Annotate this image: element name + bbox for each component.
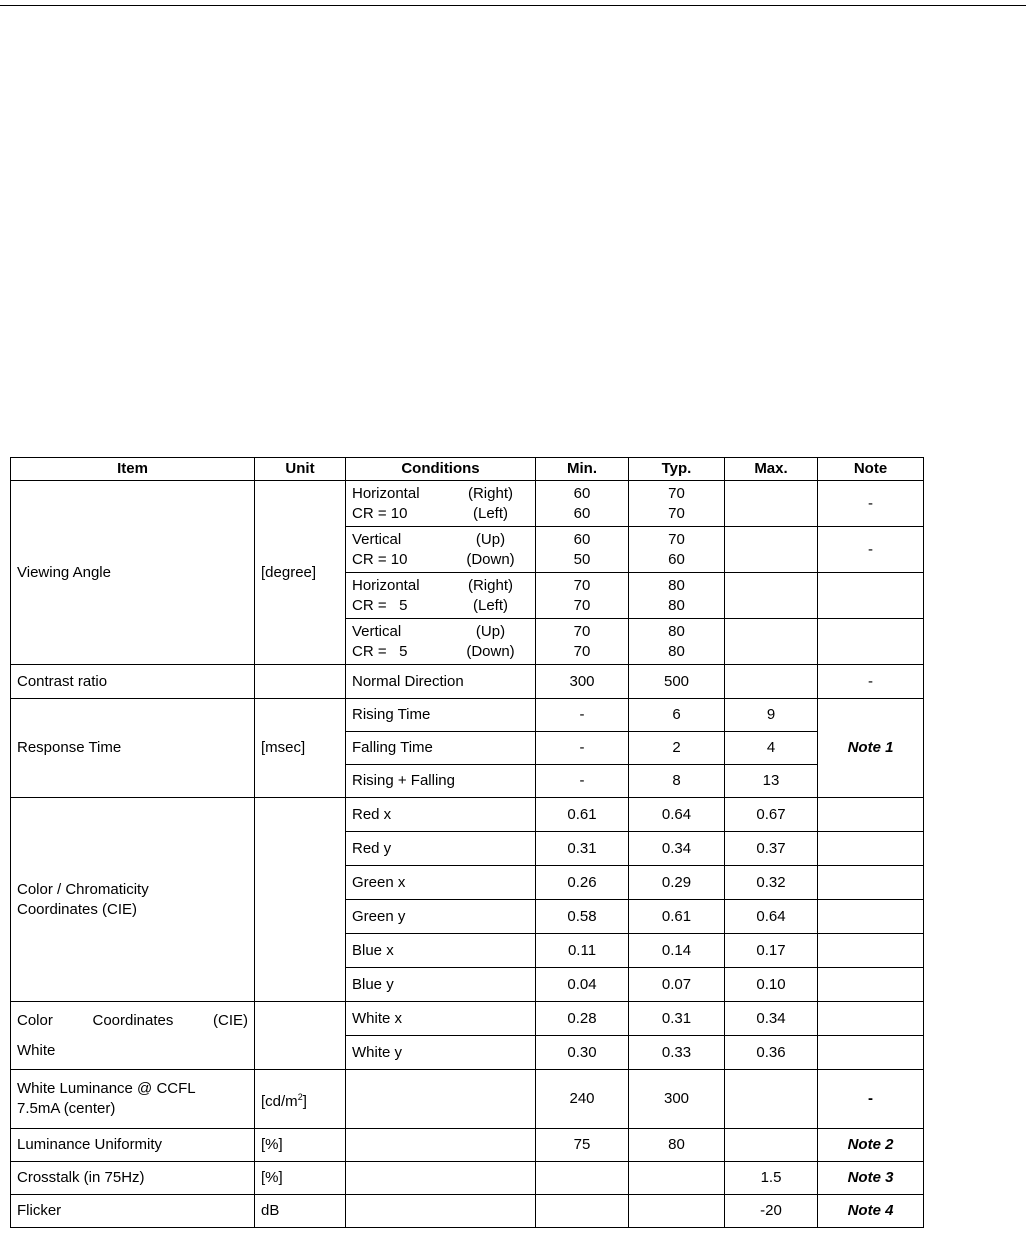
typ-cell: 2: [629, 732, 725, 765]
note-1: Note 1: [818, 699, 924, 798]
table-row: [11, 1070, 924, 1129]
min-cell: 60 50: [536, 527, 629, 573]
chroma-unit: [255, 798, 346, 1002]
min-cell: 70 70: [536, 573, 629, 619]
max-cell: 0.67: [725, 798, 818, 832]
min-cell: 0.11: [536, 934, 629, 968]
header-max: Max.: [725, 458, 818, 481]
min-cell: 0.26: [536, 866, 629, 900]
max-cell: 0.64: [725, 900, 818, 934]
note-cell: -: [818, 1070, 924, 1129]
max-cell: [725, 481, 818, 527]
header-min: Min.: [536, 458, 629, 481]
response-cond: Falling Time: [346, 732, 536, 765]
table-row: [11, 1162, 924, 1195]
typ-cell: [629, 1195, 725, 1228]
max-cell: [725, 1129, 818, 1162]
max-cell: [725, 665, 818, 699]
max-cell: -20: [725, 1195, 818, 1228]
table-row: [11, 798, 924, 832]
max-cell: 0.36: [725, 1036, 818, 1070]
chroma-item: Color / Chromaticity Coordinates (CIE): [11, 798, 255, 1002]
contrast-unit: [255, 665, 346, 699]
typ-cell: 0.34: [629, 832, 725, 866]
note-cell: -: [818, 481, 924, 527]
white-cond: White y: [346, 1036, 536, 1070]
note-cell: [818, 1002, 924, 1036]
chroma-cond: Red x: [346, 798, 536, 832]
condition-cell: Vertical (Up) CR = 10 (Down): [346, 527, 536, 573]
response-unit: [msec]: [255, 699, 346, 798]
max-cell: [725, 573, 818, 619]
response-cond: Rising + Falling: [346, 765, 536, 798]
luminance-unit: $[cd/m^2]$: [255, 1070, 346, 1129]
condition-cell: [346, 481, 536, 527]
flicker-unit: dB: [255, 1195, 346, 1228]
note-cell: [818, 866, 924, 900]
typ-cell: 0.64: [629, 798, 725, 832]
min-cell: -: [536, 765, 629, 798]
condition-cell: Horizontal (Right) CR = 5 (Left): [346, 573, 536, 619]
chroma-cond: Blue y: [346, 968, 536, 1002]
max-cell: 9: [725, 699, 818, 732]
white-cond: White x: [346, 1002, 536, 1036]
contrast-cond: Normal Direction: [346, 665, 536, 699]
table-row: [11, 1002, 924, 1036]
max-cell: 4: [725, 732, 818, 765]
min-cell: 70 70: [536, 619, 629, 665]
note-cell: [818, 1036, 924, 1070]
note-cell: [818, 934, 924, 968]
header-item: Item: [11, 458, 255, 481]
note-cell: [818, 900, 924, 934]
min-cell: 75: [536, 1129, 629, 1162]
luminance-cond: [346, 1070, 536, 1129]
crosstalk-item: Crosstalk (in 75Hz): [11, 1162, 255, 1195]
typ-cell: 0.29: [629, 866, 725, 900]
white-item: Color Coordinates (CIE) White: [11, 1002, 255, 1070]
typ-cell: 80 80: [629, 573, 725, 619]
table-header-row: [11, 458, 924, 481]
flicker-cond: [346, 1195, 536, 1228]
luminance-item: White Luminance @ CCFL 7.5mA (center): [11, 1070, 255, 1129]
page-top-rule: [0, 5, 1026, 6]
typ-cell: 300: [629, 1070, 725, 1129]
uniformity-unit: [%]: [255, 1129, 346, 1162]
max-cell: 1.5: [725, 1162, 818, 1195]
table-row: [11, 699, 924, 732]
note-cell: -: [818, 665, 924, 699]
min-cell: -: [536, 732, 629, 765]
note-3: Note 3: [818, 1162, 924, 1195]
min-cell: -: [536, 699, 629, 732]
typ-cell: 0.33: [629, 1036, 725, 1070]
table-row: [11, 481, 924, 527]
max-cell: 0.34: [725, 1002, 818, 1036]
crosstalk-unit: [%]: [255, 1162, 346, 1195]
uniformity-item: Luminance Uniformity: [11, 1129, 255, 1162]
max-cell: 0.10: [725, 968, 818, 1002]
typ-cell: [629, 1162, 725, 1195]
viewing-angle-item: Viewing Angle: [11, 481, 255, 665]
min-cell: 0.61: [536, 798, 629, 832]
contrast-item: Contrast ratio: [11, 665, 255, 699]
table-row: [11, 1195, 924, 1228]
note-4: Note 4: [818, 1195, 924, 1228]
max-cell: 13: [725, 765, 818, 798]
chroma-cond: Green y: [346, 900, 536, 934]
typ-cell: 80: [629, 1129, 725, 1162]
min-cell: 0.30: [536, 1036, 629, 1070]
chroma-cond: Blue x: [346, 934, 536, 968]
min-cell: 0.58: [536, 900, 629, 934]
header-conditions: Conditions: [346, 458, 536, 481]
uniformity-cond: [346, 1129, 536, 1162]
header-typ: Typ.: [629, 458, 725, 481]
typ-cell: 70 60: [629, 527, 725, 573]
header-unit: Unit: [255, 458, 346, 481]
chroma-cond: Green x: [346, 866, 536, 900]
white-unit: [255, 1002, 346, 1070]
max-cell: 0.32: [725, 866, 818, 900]
typ-cell: 0.31: [629, 1002, 725, 1036]
cond-label: Horizontal: [352, 484, 420, 502]
typ-cell: 8: [629, 765, 725, 798]
chroma-cond: Red y: [346, 832, 536, 866]
min-cell: 0.04: [536, 968, 629, 1002]
max-cell: 0.37: [725, 832, 818, 866]
viewing-angle-unit: [degree]: [255, 481, 346, 665]
min-cell: 0.31: [536, 832, 629, 866]
min-cell: 240: [536, 1070, 629, 1129]
typ-cell: 70 70: [629, 481, 725, 527]
note-cell: -: [818, 527, 924, 573]
table-row: [11, 1129, 924, 1162]
response-item: Response Time: [11, 699, 255, 798]
cond-label: CR = 10: [352, 504, 408, 522]
min-cell: [536, 1195, 629, 1228]
cond-dir: (Right): [467, 484, 513, 502]
typ-cell: 0.14: [629, 934, 725, 968]
crosstalk-cond: [346, 1162, 536, 1195]
typ-cell: 6: [629, 699, 725, 732]
optical-spec-table: [10, 457, 924, 1228]
response-cond: Rising Time: [346, 699, 536, 732]
max-cell: [725, 1070, 818, 1129]
note-cell: [818, 619, 924, 665]
note-cell: [818, 832, 924, 866]
header-note: Note: [818, 458, 924, 481]
min-cell: [536, 1162, 629, 1195]
min-cell: 0.28: [536, 1002, 629, 1036]
max-cell: [725, 527, 818, 573]
cond-dir: (Left): [472, 504, 508, 522]
typ-cell: 0.61: [629, 900, 725, 934]
table-row: [11, 665, 924, 699]
note-cell: [818, 968, 924, 1002]
condition-cell: Vertical (Up) CR = 5 (Down): [346, 619, 536, 665]
flicker-item: Flicker: [11, 1195, 255, 1228]
min-cell: 60 60: [536, 481, 629, 527]
typ-cell: 0.07: [629, 968, 725, 1002]
note-cell: [818, 798, 924, 832]
max-cell: [725, 619, 818, 665]
max-cell: 0.17: [725, 934, 818, 968]
min-cell: 300: [536, 665, 629, 699]
note-2: Note 2: [818, 1129, 924, 1162]
typ-cell: 500: [629, 665, 725, 699]
note-cell: [818, 573, 924, 619]
typ-cell: 80 80: [629, 619, 725, 665]
